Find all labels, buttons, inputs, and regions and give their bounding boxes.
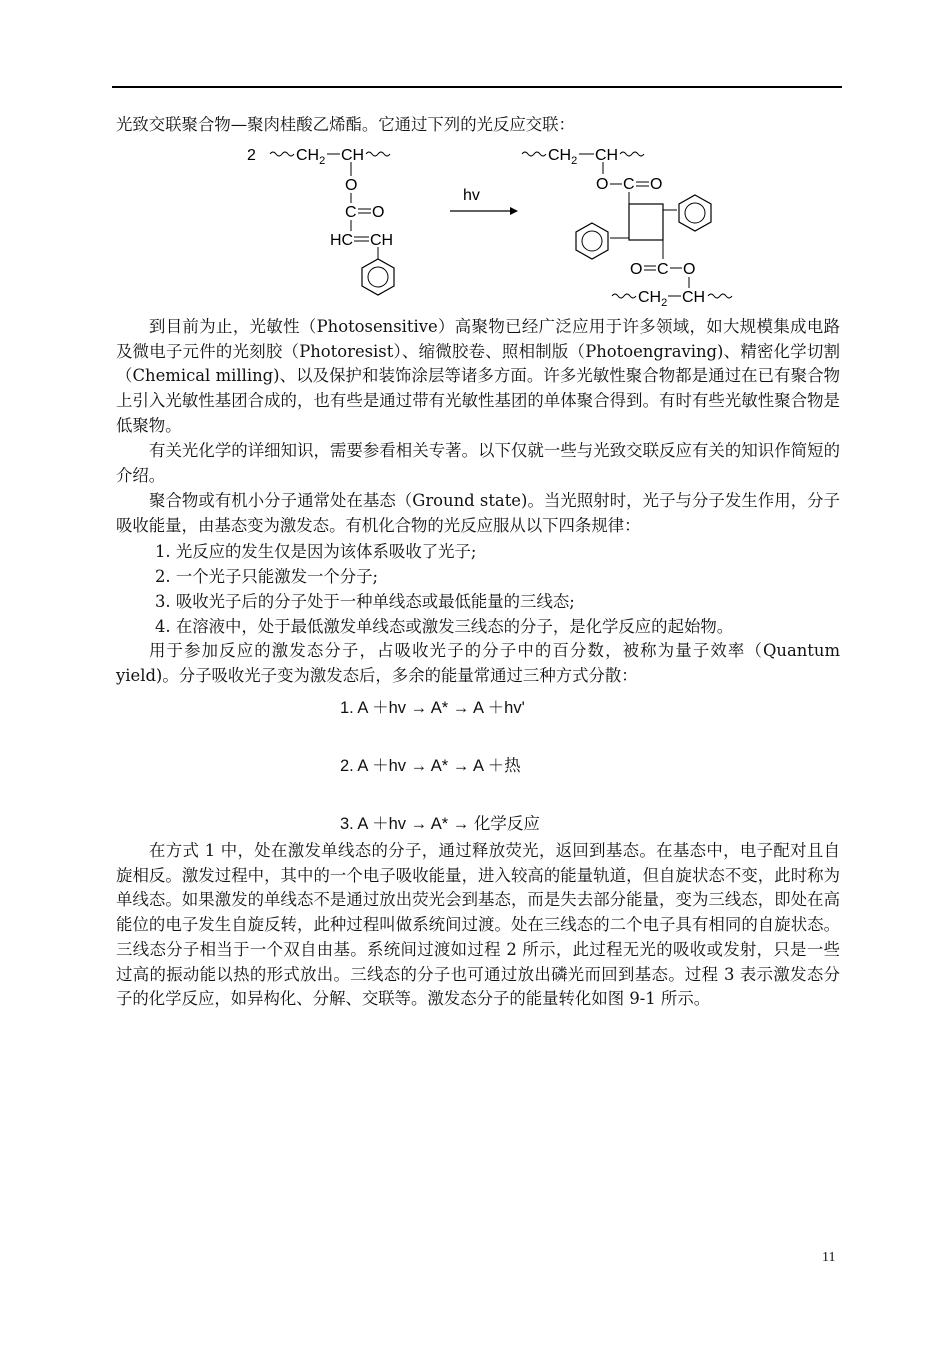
page-number: 11: [822, 1250, 836, 1265]
paragraph-quantum-yield: 用于参加反应的激发态分子，占吸收光子的分子中的百分数，被称为量子效率（Quantum yield)。分子吸收光子变为激发态后，多余的能量常通过三种方式分散：: [116, 641, 840, 685]
ch-right-top: CH: [595, 147, 619, 164]
ch-vinyl-left: CH: [370, 232, 394, 249]
phenyl-ring-left-dimer: [576, 223, 608, 259]
hv-arrow-label: hv: [463, 187, 480, 204]
list-item: 2. 一个光子只能激发一个分子;: [155, 567, 379, 586]
phenyl-ring-right: [679, 195, 711, 231]
eq-o-right-bottom: O: [630, 261, 643, 278]
hc-left: HC: [330, 232, 354, 249]
header-rule: [112, 86, 842, 88]
ch2-right-bottom: $CH_2$: [638, 289, 668, 309]
list-item: 3. 吸收光子后的分子处于一种单线态或最低能量的三线态;: [155, 592, 575, 611]
paragraph-ground-state: 聚合物或有机小分子通常处在基态（Ground state)。当光照射时，光子与分子发生作用，分子吸收能量，由基态变为激发态。有机化合物的光反应服从以下四条规律：: [116, 491, 840, 535]
o-right-bottom: O: [683, 261, 696, 278]
equation-1: 1. A ＋hv → A* → A ＋hv': [340, 699, 525, 717]
ch-left: CH: [341, 147, 365, 164]
phenyl-ring-left: [362, 259, 394, 295]
c-left: C: [345, 204, 357, 221]
list-item: 4. 在溶液中，处于最低激发单线态或激发三线态的分子，是化学反应的起始物。: [155, 617, 734, 636]
eq-o-right-top: O: [650, 176, 663, 193]
coefficient-label: 2: [247, 147, 256, 164]
paragraph-photosensitive: 到目前为止，光敏性（Photosensitive）高聚物已经广泛应用于许多领域，如大规模集成电路及微电子元件的光刻胶（Photoresist）、缩微胶卷、照相制版（Photoengraving)、精密化学切割（Chemical milling)、以及保护和装饰涂层等诸多方面。许多光敏性聚合物都是通过在已有聚合物上引入光敏性基团合成的，也有些是通过带有光敏性基团的单体聚合得到。有时有些光敏性聚合物是低聚物。: [116, 317, 840, 435]
equation-3: 3. A ＋hv → A* → 化学反应: [340, 815, 540, 833]
c-right-bottom: C: [657, 261, 669, 278]
paragraph-mode-explanation: 在方式 1 中，处在激发单线态的分子，通过释放荧光，返回到基态。在基态中，电子配对且自旋相反。激发过程中，其中的一个电子吸收能量，进入较高的能量轨道，但自旋状态不变，此时称为单线态。如果激发的单线态不是通过放出荧光会到基态，而是失去部分能量，变为三线态，即处在高能位的电子发生自旋反转，此种过程叫做系统间过渡。处在三线态的二个电子具有相同的自旋状态。三线态分子相当于一个双自由基。系统间过渡如过程 2 所示，此过程无光的吸收或发射，只是一些过高的振动能以热的形式放出。三线态的分子也可通过放出磷光而回到基态。过程 3 表示激发态分子的化学反应，如异构化、分解、交联等。激发态分子的能量转化如图 9-1 所示。: [116, 841, 840, 1009]
equation-2: 2. A ＋hv → A* → A ＋热: [340, 757, 521, 775]
c-right-top: C: [623, 176, 635, 193]
paragraph-photochemistry: 有关光化学的详细知识，需要参看相关专著。以下仅就一些与光致交联反应有关的知识作简短的介绍。: [116, 441, 840, 485]
ch2-left: $CH_2$: [296, 147, 326, 167]
photo-crosslink-scheme: [230, 140, 770, 315]
ch-right-bottom: CH: [682, 289, 706, 306]
intro-text: 光致交联聚合物—聚肉桂酸乙烯酯。它通过下列的光反应交联：: [116, 115, 575, 134]
eq-o-left: O: [372, 204, 385, 221]
ch2-right-top: $CH_2$: [548, 147, 578, 167]
list-item: 1. 光反应的发生仅是因为该体系吸收了光子;: [155, 542, 477, 561]
photoreaction-rules: [155, 539, 845, 639]
cyclobutane-ring: [629, 204, 663, 240]
o-left: O: [345, 177, 358, 194]
o-right-top: O: [596, 176, 609, 193]
